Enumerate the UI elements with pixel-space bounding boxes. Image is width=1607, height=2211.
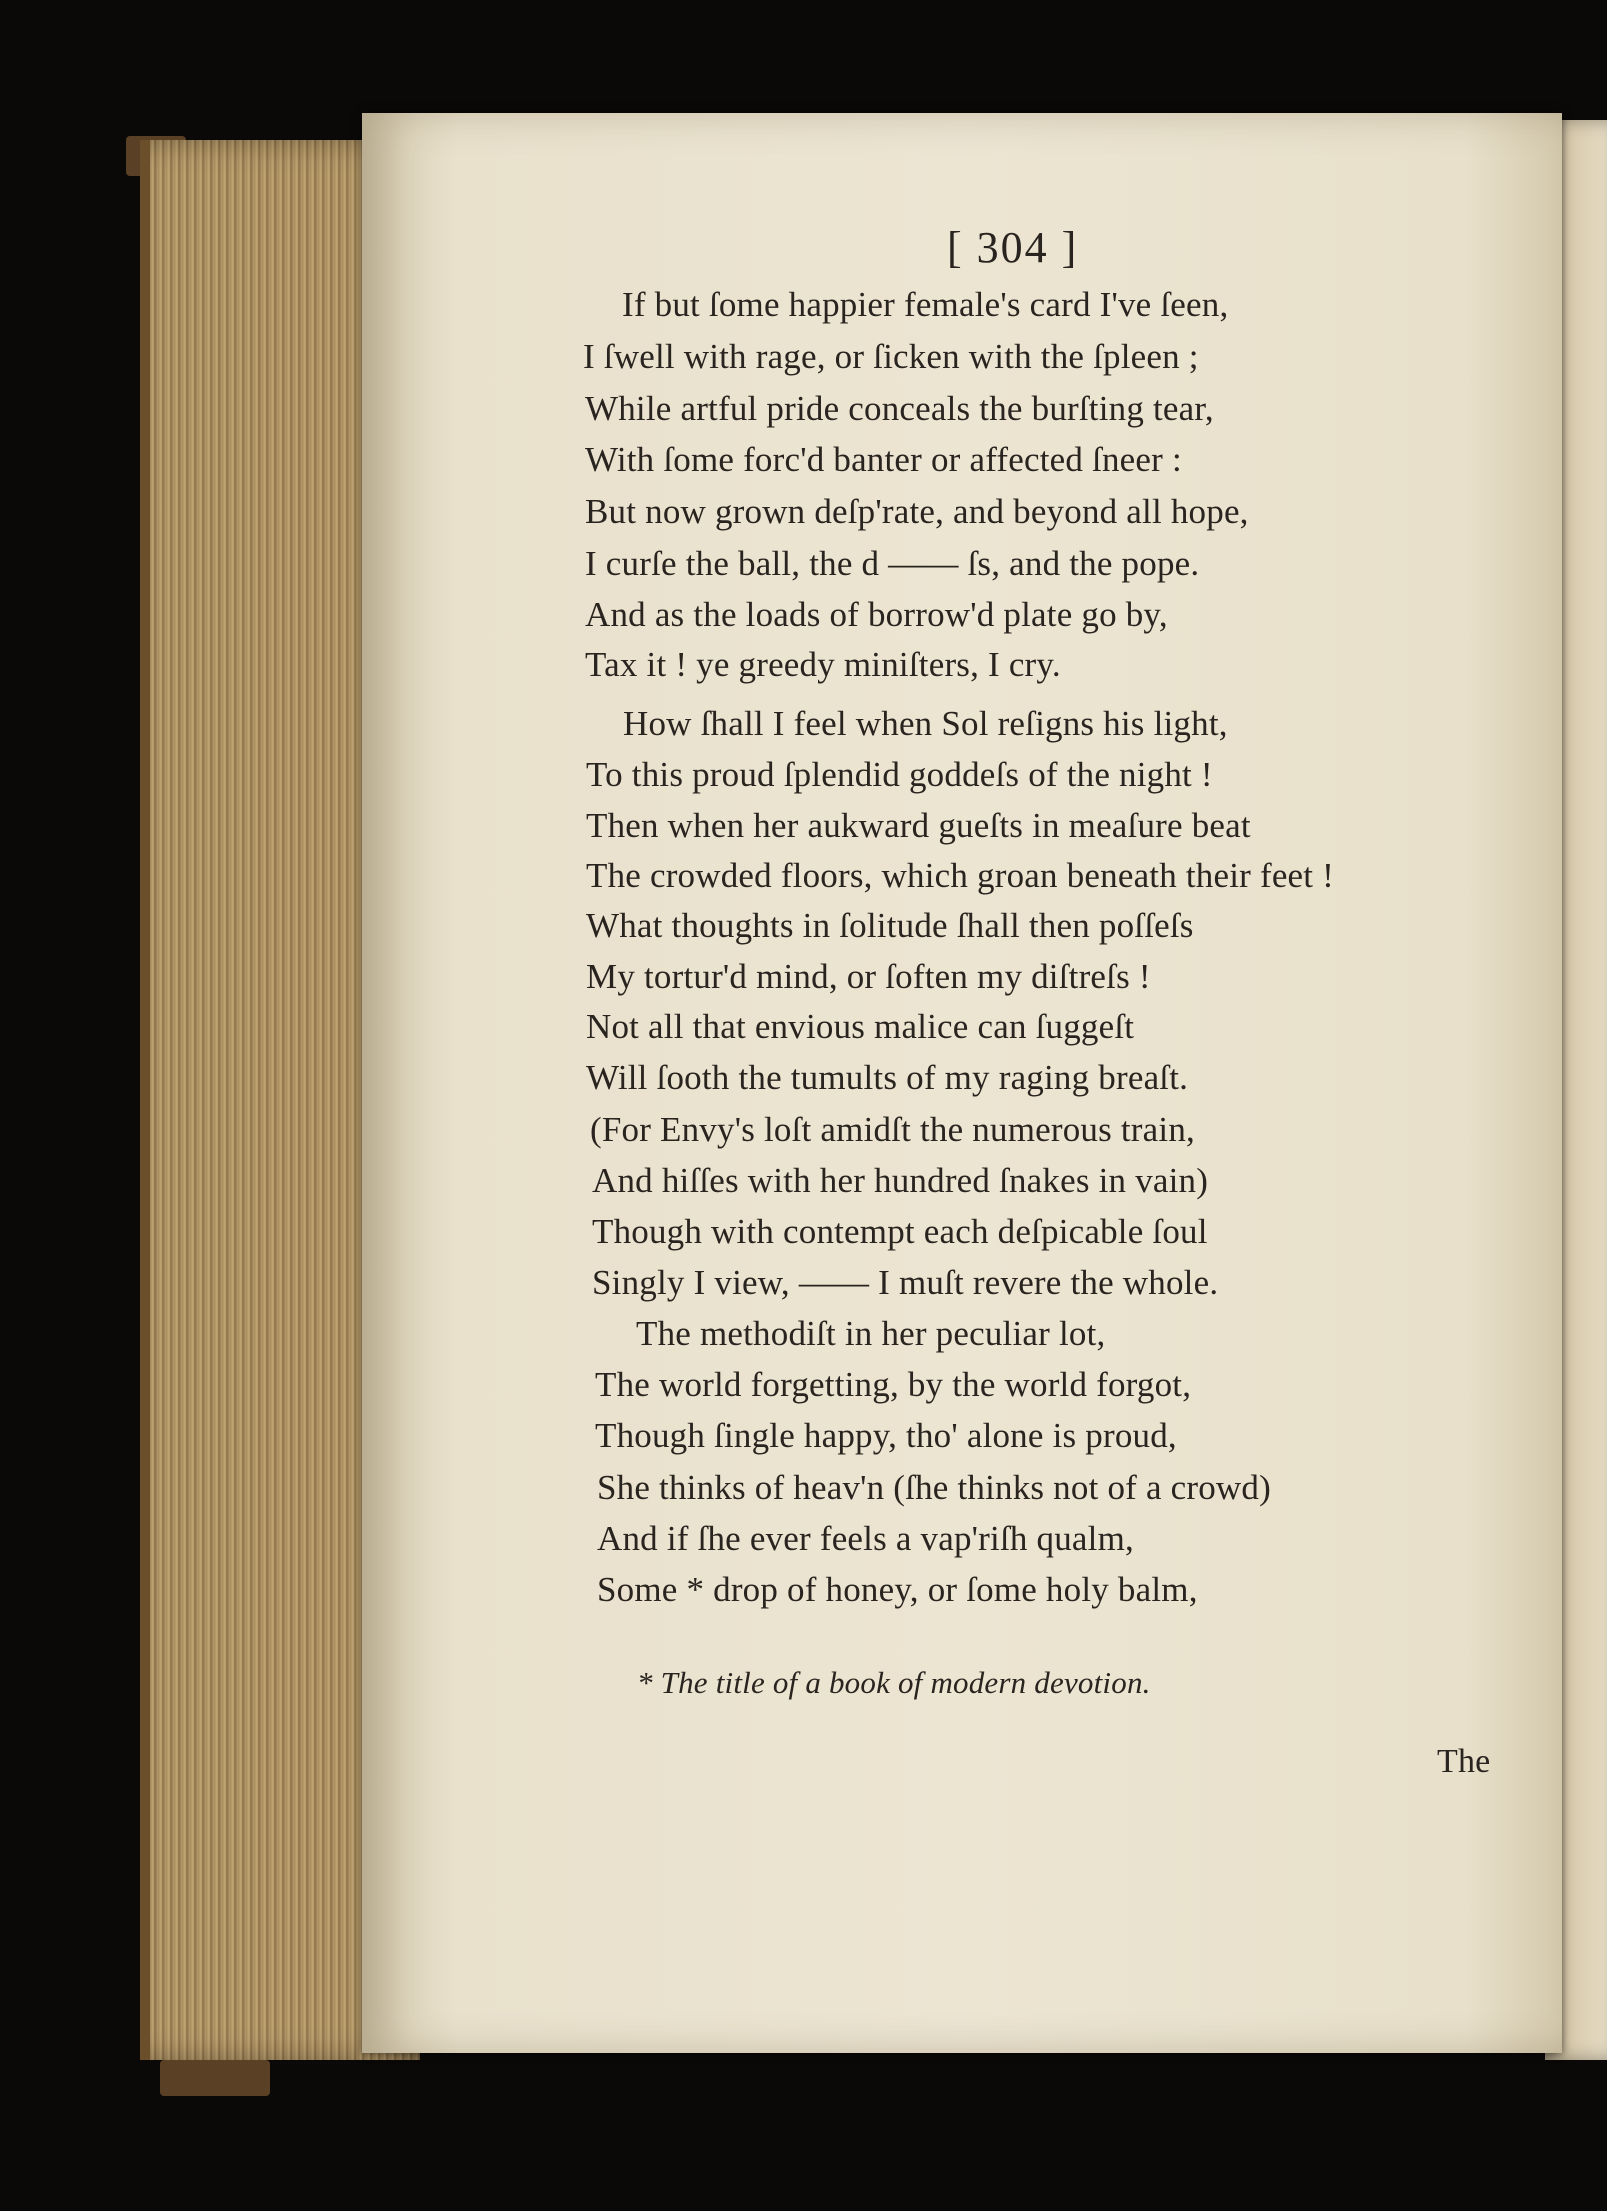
- poem-line-22: The world forgetting, by the world forgot,: [595, 1365, 1192, 1404]
- poem-line-26: Some * drop of honey, or ſome holy balm,: [597, 1570, 1198, 1609]
- poem-line-11: Then when her aukward gueſts in meaſure beat: [586, 806, 1251, 845]
- page-number: [ 304 ]: [947, 223, 1079, 272]
- poem-line-17: (For Envy's loſt amidſt the numerous train,: [590, 1110, 1195, 1149]
- catchword: The: [1437, 1743, 1491, 1780]
- poem-line-16: Will ſooth the tumults of my raging breaſt.: [586, 1058, 1189, 1097]
- poem-line-25: And if ſhe ever feels a vap'riſh qualm,: [597, 1519, 1134, 1558]
- poem-line-6: I curſe the ball, the d —— ſs, and the pope.: [585, 544, 1200, 583]
- poem-line-8: Tax it ! ye greedy miniſters, I cry.: [585, 645, 1061, 684]
- poem-line-3: While artful pride conceals the burſting tear,: [585, 389, 1214, 428]
- poem-line-12: The crowded floors, which groan beneath their feet !: [586, 856, 1335, 895]
- poem-line-21: The methodiſt in her peculiar lot,: [636, 1314, 1106, 1353]
- poem-line-13: What thoughts in ſolitude ſhall then poſſeſs: [586, 906, 1194, 945]
- poem-line-14: My tortur'd mind, or ſoften my diſtreſs !: [586, 957, 1151, 996]
- poem-line-5: But now grown deſp'rate, and beyond all hope,: [585, 492, 1249, 531]
- poem-line-19: Though with contempt each deſpicable ſoul: [592, 1212, 1208, 1251]
- poem-line-4: With ſome forc'd banter or affected ſneer :: [585, 440, 1182, 479]
- spine-bottom: [160, 2060, 270, 2096]
- poem-line-9: How ſhall I feel when Sol reſigns his light,: [623, 704, 1228, 743]
- poem-line-20: Singly I view, —— I muſt revere the whole.: [592, 1263, 1219, 1302]
- poem-line-18: And hiſſes with her hundred ſnakes in vain): [592, 1161, 1209, 1200]
- poem-line-15: Not all that envious malice can ſuggeſt: [586, 1007, 1135, 1046]
- poem-line-7: And as the loads of borrow'd plate go by,: [585, 595, 1168, 634]
- poem-line-2: I ſwell with rage, or ſicken with the ſpleen ;: [583, 337, 1199, 376]
- poem-line-23: Though ſingle happy, tho' alone is proud,: [595, 1416, 1177, 1455]
- poem-line-24: She thinks of heav'n (ſhe thinks not of a crowd): [597, 1468, 1271, 1507]
- footnote: * The title of a book of modern devotion.: [637, 1665, 1151, 1700]
- poem-line-1: If but ſome happier female's card I've ſeen,: [622, 285, 1229, 324]
- poem-line-10: To this proud ſplendid goddeſs of the night !: [586, 755, 1213, 794]
